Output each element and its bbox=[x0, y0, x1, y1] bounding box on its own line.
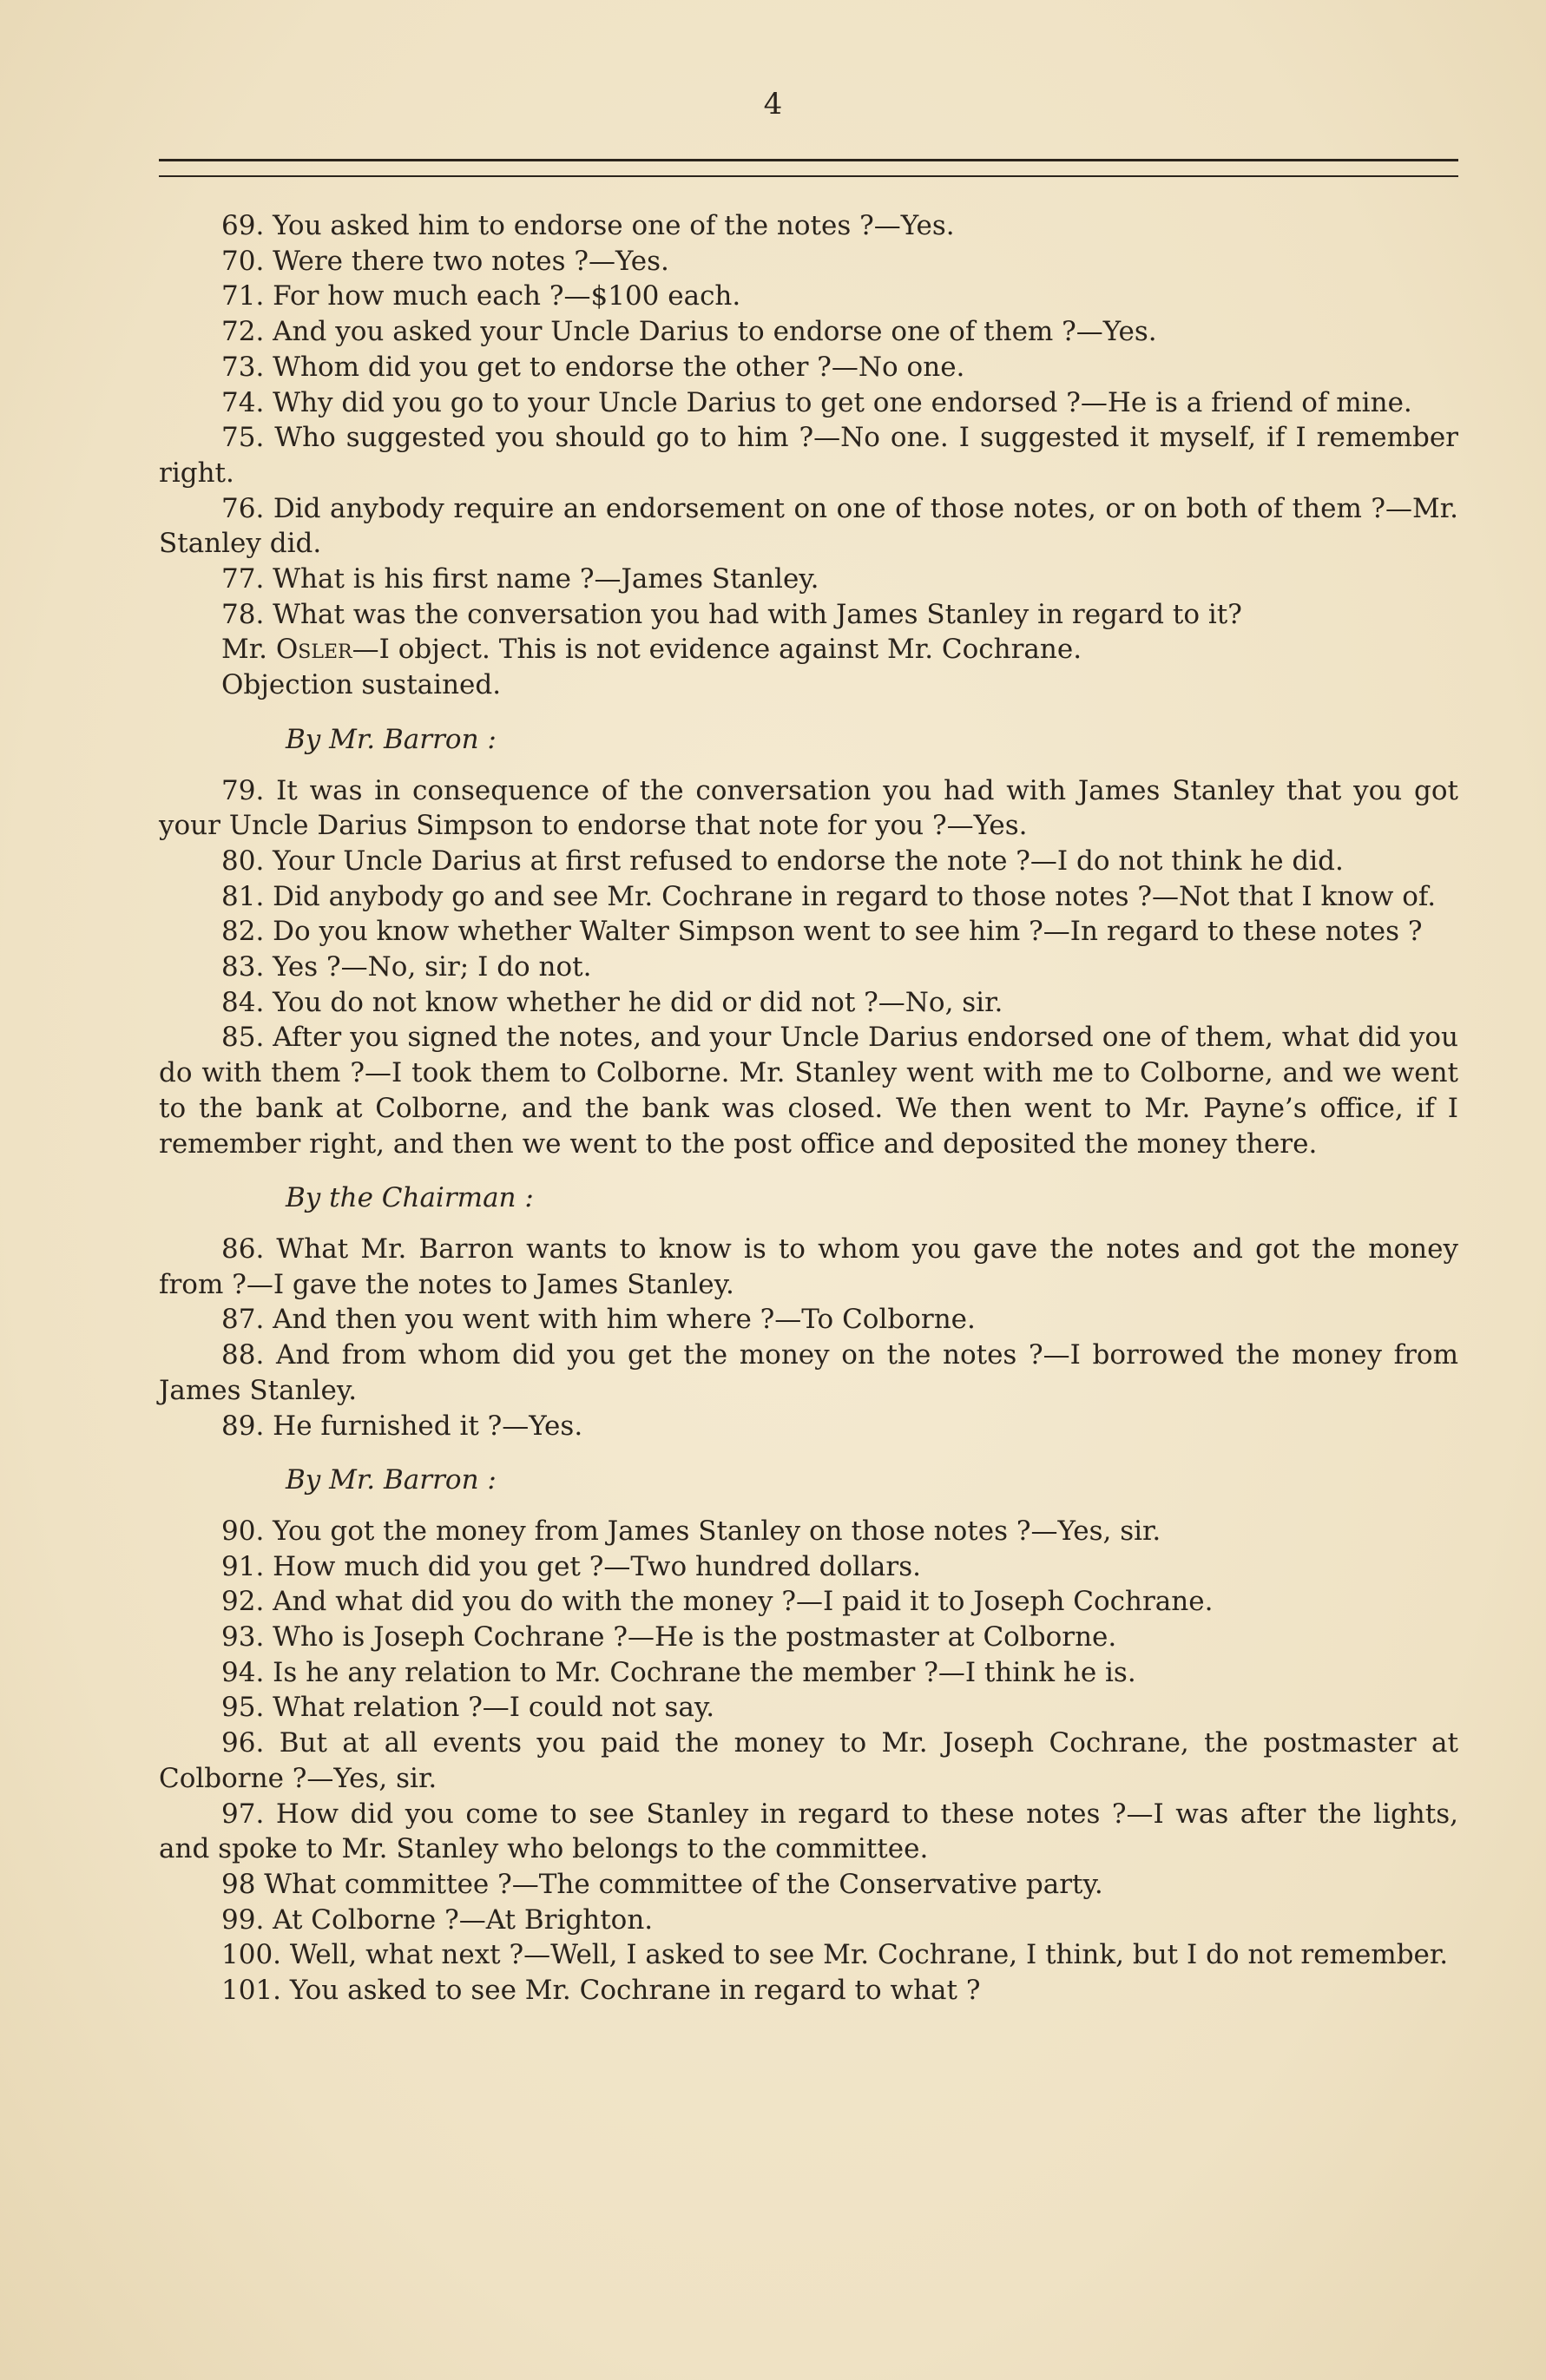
testimony-paragraph: 71. For how much each ?—$100 each. bbox=[221, 280, 741, 312]
testimony-paragraph: 76. Did anybody require an endorsement on one of those notes, or on both of them ?—Mr. Stanley did. bbox=[159, 492, 1458, 560]
testimony-paragraph: 80. Your Uncle Darius at first refused to endorse the note ?—I do not think he did. bbox=[221, 845, 1344, 877]
testimony-paragraph: 78. What was the conversation you had with James Stanley in regard to it? bbox=[221, 598, 1242, 630]
testimony-paragraph: 70. Were there two notes ?—Yes. bbox=[221, 245, 669, 277]
testimony-paragraph: 72. And you asked your Uncle Darius to endorse one of them ?—Yes. bbox=[221, 316, 1157, 348]
testimony-paragraph: 100. Well, what next ?—Well, I asked to see Mr. Cochrane, I think, but I do not remember. bbox=[221, 1939, 1449, 1971]
testimony-paragraph: 85. After you signed the notes, and your Uncle Darius endorsed one of them, what did you do with them ?—I took them to Colborne. Mr. Stanley went with me to Colborne, and we went to the bank at Colborne, and the bank was closed. We then went to Mr. Payne’s office, if I remember right, and then we went to the post office and deposited the money there. bbox=[159, 1022, 1458, 1160]
testimony-paragraph: 101. You asked to see Mr. Cochrane in regard to what ? bbox=[221, 1975, 981, 2007]
testimony-paragraph: 91. How much did you get ?—Two hundred dollars. bbox=[221, 1550, 921, 1582]
testimony-paragraph: 97. How did you come to see Stanley in regard to these notes ?—I was after the lights, and spoke to Mr. Stanley who belongs to the committee. bbox=[159, 1798, 1458, 1865]
testimony-paragraph: 81. Did anybody go and see Mr. Cochrane in regard to those notes ?—Not that I know of. bbox=[221, 880, 1437, 912]
testimony-paragraph: 75. Who suggested you should go to him ?—No one. I suggested it myself, if I remember right. bbox=[159, 422, 1458, 489]
speaker-name: Osler bbox=[275, 634, 352, 666]
testimony-paragraph: 94. Is he any relation to Mr. Cochrane the member ?—I think he is. bbox=[221, 1656, 1136, 1688]
section-heading: By Mr. Barron : bbox=[286, 1464, 497, 1496]
testimony-paragraph bbox=[159, 632, 1458, 667]
testimony-paragraph: 77. What is his first name ?—James Stanley. bbox=[221, 563, 819, 595]
testimony-paragraph: 69. You asked him to endorse one of the notes ?—Yes. bbox=[221, 210, 955, 241]
testimony-paragraph: 89. He furnished it ?—Yes. bbox=[221, 1410, 583, 1442]
section-heading: By Mr. Barron : bbox=[286, 723, 497, 755]
testimony-paragraph: 83. Yes ?—No, sir; I do not. bbox=[221, 951, 592, 983]
section-heading: By the Chairman : bbox=[286, 1182, 534, 1214]
testimony-paragraph: 99. At Colborne ?—At Brighton. bbox=[221, 1903, 654, 1936]
testimony-body bbox=[159, 208, 1458, 2009]
testimony-paragraph: 95. What relation ?—I could not say. bbox=[221, 1692, 715, 1724]
testimony-paragraph: 79. It was in consequence of the conversation you had with James Stanley that you got your Uncle Darius Simpson to endorse that note for you ?—Yes. bbox=[159, 774, 1458, 842]
testimony-paragraph: 84. You do not know whether he did or did not ?—No, sir. bbox=[221, 986, 1003, 1018]
testimony-paragraph: 74. Why did you go to your Uncle Darius to get one endorsed ?—He is a friend of mine. bbox=[221, 386, 1412, 418]
testimony-paragraph: 90. You got the money from James Stanley on those notes ?—Yes, sir. bbox=[221, 1515, 1161, 1547]
header-rule-thin bbox=[159, 175, 1458, 177]
testimony-paragraph: 92. And what did you do with the money ?—I paid it to Joseph Cochrane. bbox=[221, 1586, 1214, 1618]
testimony-paragraph: 88. And from whom did you get the money on the notes ?—I borrowed the money from James Stanley. bbox=[159, 1339, 1458, 1406]
testimony-paragraph: 93. Who is Joseph Cochrane ?—He is the postmaster at Colborne. bbox=[221, 1621, 1117, 1654]
testimony-paragraph: 87. And then you went with him where ?—To Colborne. bbox=[221, 1304, 976, 1336]
header-rule-thick bbox=[159, 159, 1458, 161]
speaker-statement: —I object. This is not evidence against Mr. Cochrane. bbox=[352, 634, 1082, 666]
testimony-paragraph: Objection sustained. bbox=[221, 669, 502, 701]
testimony-paragraph: 86. What Mr. Barron wants to know is to whom you gave the notes and got the money from ?—I gave the notes to James Stanley. bbox=[159, 1233, 1458, 1300]
testimony-paragraph: 82. Do you know whether Walter Simpson went to see him ?—In regard to these notes ? bbox=[221, 916, 1423, 948]
testimony-paragraph: 73. Whom did you get to endorse the other ?—No one. bbox=[221, 351, 965, 383]
testimony-paragraph: 98 What committee ?—The committee of the Conservative party. bbox=[221, 1868, 1103, 1900]
speaker-prefix: Mr. bbox=[221, 634, 276, 666]
testimony-paragraph: 96. But at all events you paid the money to Mr. Joseph Cochrane, the postmaster at Colborne ?—Yes, sir. bbox=[159, 1727, 1458, 1794]
page-number: 4 bbox=[763, 87, 783, 122]
